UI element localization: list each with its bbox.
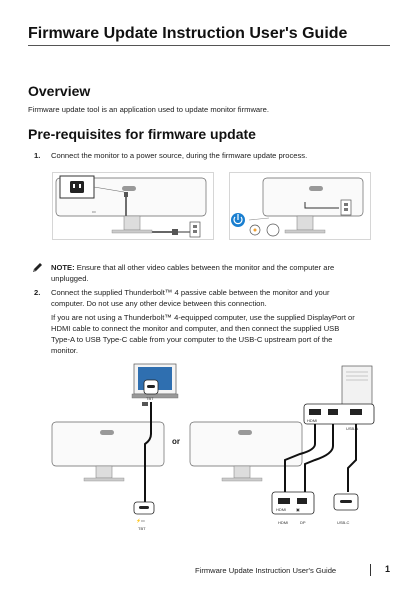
tbt-bottom-label: TBT: [138, 526, 146, 531]
note-line-2: unplugged.: [51, 274, 89, 283]
monitor-hdmi-port-label: HDMI: [276, 507, 287, 512]
wall-outlet-icon: [190, 222, 200, 237]
overview-text: Firmware update tool is an application used to update monitor firmware.: [28, 105, 270, 114]
para-line-3: Type-A to USB Type-C cable from your computer to the USB-C upstream port of the: [51, 335, 333, 344]
wall-outlet-icon-right: [341, 200, 351, 215]
para-line-1: If you are not using a Thunderbolt™ 4-equipped computer, use the supplied DisplayPort or: [51, 313, 355, 322]
hdmi-label: HDMI: [278, 520, 289, 525]
footer-divider: [370, 564, 371, 576]
step-2-line-1: Connect the supplied Thunderbolt™ 4 passive cable between the monitor and your: [51, 288, 330, 297]
document-title: Firmware Update Instruction User's Guide: [28, 25, 348, 42]
para-line-2: HDMI cable to connect the monitor and computer, and then connect the supplied USB: [51, 324, 340, 333]
pc-usba-label: USB-A: [346, 426, 359, 431]
step-2-number: 2.: [34, 288, 41, 297]
step-1-text: Connect the monitor to a power source, during the firmware update process.: [51, 151, 308, 160]
step-1-number: 1.: [34, 151, 41, 160]
footer-text: Firmware Update Instruction User's Guide: [195, 566, 337, 575]
pc-hdmi-label: HDMI: [307, 418, 318, 423]
note-label: NOTE:: [51, 263, 75, 272]
note-pencil-icon: [32, 262, 43, 273]
tbt-top-label: TBT: [146, 396, 154, 401]
title-rule: [28, 45, 390, 46]
monitor-left: [52, 422, 164, 466]
note-text: Ensure that all other video cables between the monitor and the computer are: [76, 263, 335, 272]
or-label: or: [172, 437, 180, 446]
hdmi-dp-usb-connection-figure: [190, 364, 380, 532]
power-port-icon: [70, 181, 84, 193]
note-line-1: [51, 262, 334, 273]
thunderbolt-connection-figure: [52, 364, 180, 532]
svg-text:⚡▭: ⚡▭: [136, 518, 145, 523]
power-on-figure-right: [229, 172, 371, 240]
prereq-heading: Pre-requisites for firmware update: [28, 126, 256, 142]
para-line-4: monitor.: [51, 346, 79, 355]
svg-text:▣: ▣: [296, 507, 300, 512]
page-number: 1: [385, 564, 391, 574]
step-2-line-2: computer. Do not use any other device between this connection.: [51, 299, 267, 308]
svg-text:▭: ▭: [92, 209, 96, 214]
overview-heading: Overview: [28, 83, 91, 99]
dp-label: DP: [300, 520, 306, 525]
usbc-label: USB-C: [337, 520, 350, 525]
power-connection-figure-left: [52, 172, 214, 240]
